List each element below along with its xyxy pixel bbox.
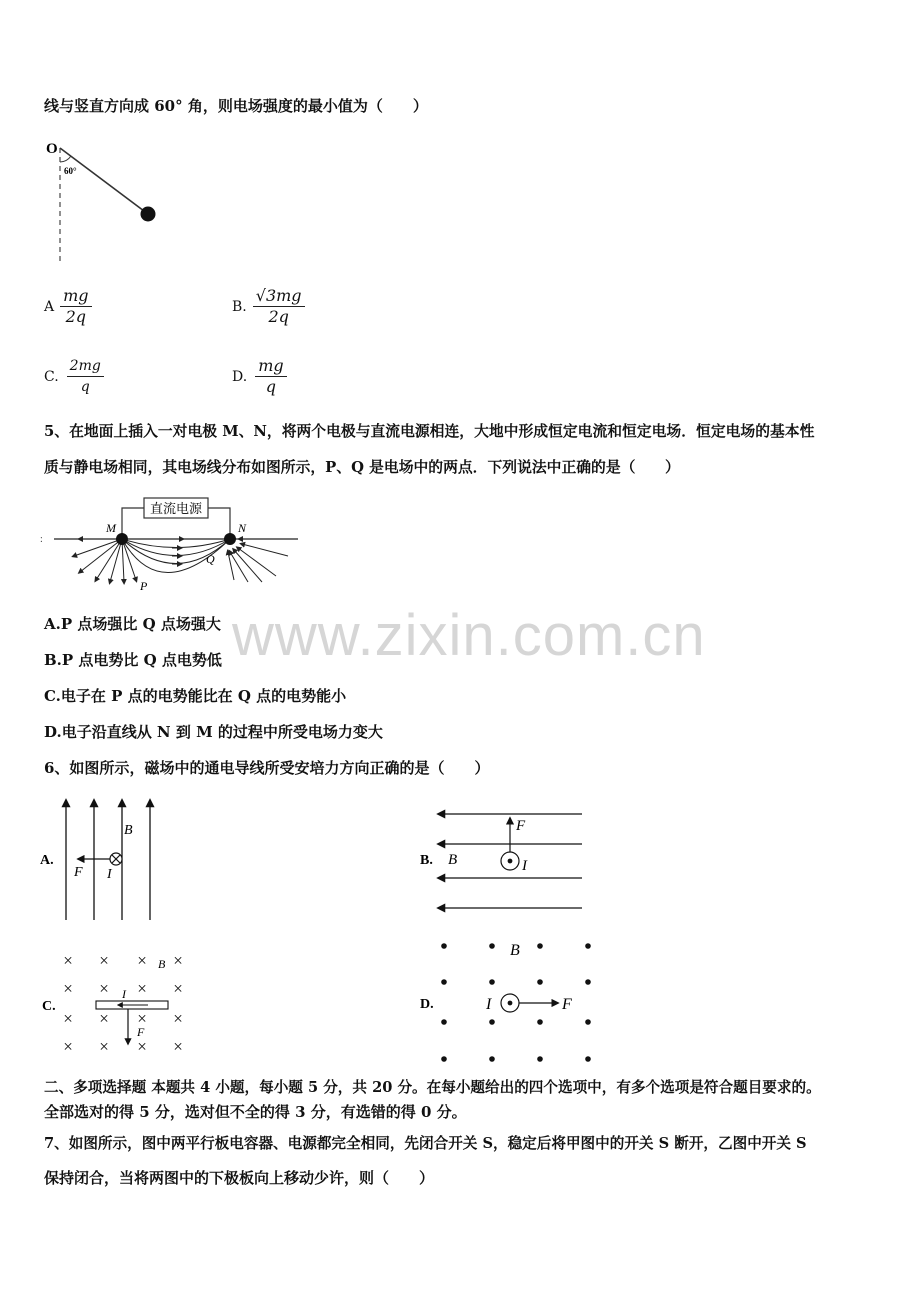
fraction-numerator: mg bbox=[255, 356, 286, 377]
option-b-label: B. bbox=[232, 298, 247, 315]
svg-text:×: × bbox=[99, 979, 109, 998]
angle-arc bbox=[60, 156, 71, 162]
svg-text:×: × bbox=[63, 1009, 73, 1028]
current-label: I bbox=[486, 996, 492, 1013]
force-label: F bbox=[516, 818, 526, 834]
option-b-fraction bbox=[253, 286, 305, 327]
label-m: M bbox=[106, 521, 116, 535]
q4-option-b[interactable] bbox=[232, 286, 305, 327]
svg-text:×: × bbox=[63, 979, 73, 998]
field-line bbox=[80, 539, 122, 572]
field-line bbox=[74, 539, 122, 556]
dc-source-label: 直流电源 bbox=[149, 501, 203, 516]
section2-line1: 二、多项选择题 本题共 4 小题，每小题 5 分，共 20 分。在每小题给出的四个选项中，有多个选项是符合题目要求的。 bbox=[44, 1079, 821, 1096]
option-d-label: D. bbox=[420, 997, 434, 1012]
field-line bbox=[242, 544, 288, 556]
svg-text:×: × bbox=[99, 1009, 109, 1028]
svg-text:×: × bbox=[173, 1009, 183, 1028]
svg-text:×: × bbox=[137, 1009, 147, 1028]
q7-stem-line2: 保持闭合，当将两图中的下极板向上移动少许，则（ ） bbox=[44, 1169, 435, 1187]
svg-text:×: × bbox=[63, 1037, 73, 1056]
field-line bbox=[122, 539, 230, 548]
label-n: N bbox=[238, 521, 247, 535]
pendulum-ball bbox=[141, 207, 156, 222]
svg-text:×: × bbox=[173, 1037, 183, 1056]
field-line bbox=[238, 548, 276, 576]
field-line bbox=[96, 539, 122, 580]
option-c-label: C. bbox=[44, 368, 59, 385]
svg-text:×: × bbox=[173, 951, 183, 970]
current-label: I bbox=[522, 858, 527, 874]
q4-option-d[interactable] bbox=[232, 356, 287, 397]
fraction-denominator: q bbox=[80, 379, 90, 395]
q4-option-c[interactable] bbox=[44, 356, 104, 397]
q7-stem-line1: 7、如图所示，图中两平行板电容器、电源都完全相同，先闭合开关 S，稳定后将甲图中的开关 S 断开，乙图中开关 S bbox=[44, 1135, 807, 1152]
q5-option-c[interactable]: C.电子在 P 点的电势能比在 Q 点的电势能小 bbox=[44, 687, 347, 705]
field-line bbox=[230, 552, 248, 582]
edge-mark: : bbox=[40, 534, 43, 545]
force-label: F bbox=[74, 865, 83, 880]
svg-text:×: × bbox=[137, 1037, 147, 1056]
fraction-numerator bbox=[253, 286, 305, 307]
svg-text:×: × bbox=[63, 951, 73, 970]
electrode-m bbox=[116, 533, 128, 545]
svg-text:×: × bbox=[99, 951, 109, 970]
q6-figure-c[interactable] bbox=[40, 944, 200, 1062]
fraction-denominator: q bbox=[265, 377, 277, 396]
dot bbox=[508, 1001, 513, 1006]
q6-stem: 6、如图所示，磁场中的通电导线所受安培力方向正确的是（ ） bbox=[44, 759, 490, 777]
q6-figure-b[interactable] bbox=[418, 798, 588, 922]
q5-stem-line1: 5、在地面上插入一对电极 M、N，将两个电极与直流电源相连，大地中形成恒定电流和恒定电场．恒定电场的基本性 bbox=[44, 423, 815, 440]
electrode-n bbox=[224, 533, 236, 545]
q5-option-d[interactable]: D.电子沿直线从 N 到 M 的过程中所受电场力变大 bbox=[44, 723, 383, 741]
force-label: F bbox=[137, 1025, 145, 1039]
force-label: F bbox=[562, 996, 572, 1013]
field-label: B bbox=[158, 957, 166, 971]
option-b-label: B. bbox=[420, 853, 433, 868]
pendulum-string bbox=[60, 148, 148, 214]
field-line bbox=[110, 539, 122, 582]
origin-label: O bbox=[46, 141, 58, 157]
fraction-denominator: 2q bbox=[65, 307, 87, 326]
section2-line2: 全部选对的得 5 分，选对但不全的得 3 分，有选错的得 0 分。 bbox=[44, 1103, 467, 1121]
fraction-numerator: mg bbox=[60, 286, 91, 307]
option-d-fraction bbox=[255, 356, 286, 397]
svg-text:×: × bbox=[99, 1037, 109, 1056]
option-a-label: A. bbox=[40, 853, 54, 868]
q5-stem-line2: 质与静电场相同，其电场线分布如图所示，P、Q 是电场中的两点．下列说法中正确的是（ ） bbox=[44, 459, 680, 476]
current-label: I bbox=[107, 867, 112, 882]
numerator-rest: 3mg bbox=[265, 286, 302, 305]
q5-option-a[interactable]: A.P 点场强比 Q 点场强大 bbox=[44, 615, 221, 633]
q5-option-b[interactable]: B.P 点电势比 Q 点电势低 bbox=[44, 651, 222, 669]
dot bbox=[508, 859, 513, 864]
angle-label: 60° bbox=[64, 166, 77, 176]
option-c-fraction bbox=[67, 356, 104, 397]
field-label: B bbox=[124, 823, 133, 838]
q6-figure-d[interactable] bbox=[418, 934, 604, 1064]
svg-text:×: × bbox=[173, 979, 183, 998]
svg-text:×: × bbox=[137, 979, 147, 998]
option-a-label: A bbox=[44, 298, 55, 315]
pendulum-figure bbox=[40, 136, 170, 268]
watermark: www.zixin.com.cn bbox=[232, 603, 706, 668]
option-d-label: D. bbox=[232, 368, 248, 385]
electrode-field-figure bbox=[40, 494, 310, 598]
option-a-fraction bbox=[60, 286, 91, 327]
svg-text:×: × bbox=[137, 951, 147, 970]
q6-figure-a[interactable] bbox=[40, 794, 170, 924]
fraction-denominator: 2q bbox=[268, 307, 289, 326]
field-label: B bbox=[448, 852, 458, 868]
current-label: I bbox=[122, 987, 126, 1001]
option-c-label: C. bbox=[42, 999, 56, 1014]
label-q: Q bbox=[206, 552, 215, 566]
label-p: P bbox=[140, 579, 148, 593]
q4-stem: 线与竖直方向成 60° 角，则电场强度的最小值为（ ） bbox=[44, 97, 428, 115]
q4-option-a[interactable] bbox=[44, 286, 92, 327]
fraction-numerator: 2mg bbox=[67, 356, 104, 377]
field-label: B bbox=[510, 942, 520, 959]
sqrt-symbol: √ bbox=[255, 286, 266, 305]
